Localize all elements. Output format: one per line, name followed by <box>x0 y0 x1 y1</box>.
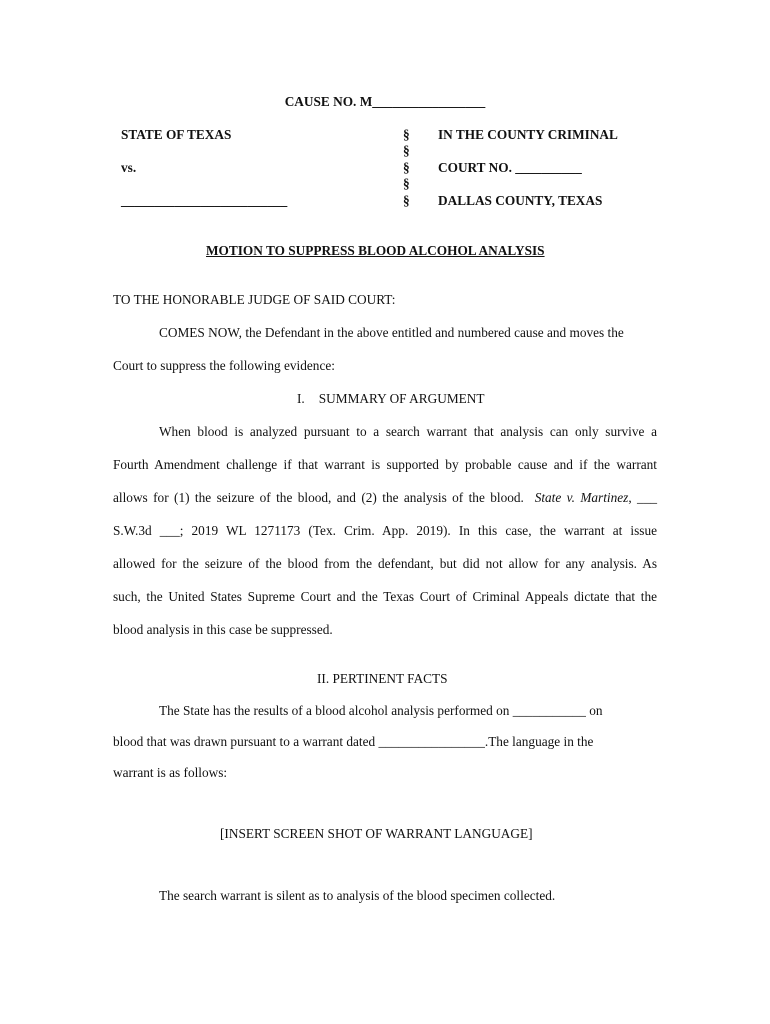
section-mark: § <box>403 143 410 158</box>
court-line-1: IN THE COUNTY CRIMINAL <box>438 127 618 142</box>
facts-line-3: warrant is as follows: <box>113 765 228 780</box>
intro-line-1: COMES NOW, the Defendant in the above entitled and numbered cause and moves the <box>159 325 624 340</box>
body-line: When blood is analyzed pursuant to a search warrant that analysis can only survive a <box>159 424 657 439</box>
citation-post: , ___ <box>628 490 657 505</box>
cause-number <box>0 94 770 110</box>
intro-line-2: Court to suppress the following evidence: <box>113 358 335 373</box>
body-line: allowed for the seizure of the blood from the defendant, but did not allow for any analysis. As <box>113 556 657 571</box>
body-line-citation <box>113 490 657 506</box>
party-state: STATE OF TEXAS <box>121 127 232 142</box>
section-2-heading: II. PERTINENT FACTS <box>317 671 448 686</box>
facts-line-1: The State has the results of a blood alcohol analysis performed on ___________ on <box>159 703 603 718</box>
case-name: State v. Martinez <box>534 490 629 505</box>
party-defendant-blank: _________________________ <box>121 193 288 208</box>
section-mark: § <box>403 176 410 191</box>
body-line: such, the United States Supreme Court and the Texas Court of Criminal Appeals dictate that the <box>113 589 657 604</box>
body-line-last: blood analysis in this case be suppressed. <box>113 622 333 637</box>
motion-title: MOTION TO SUPPRESS BLOOD ALCOHOL ANALYSIS <box>206 243 545 258</box>
court-line-3: DALLAS COUNTY, TEXAS <box>438 193 603 208</box>
section-mark: § <box>403 127 410 142</box>
facts-line-2: blood that was drawn pursuant to a warrant dated ________________.The language in the <box>113 734 594 749</box>
section-mark: § <box>403 193 410 208</box>
body-line: S.W.3d ___; 2019 WL 1271173 (Tex. Crim. App. 2019). In this case, the warrant at issue <box>113 523 657 538</box>
closing-line: The search warrant is silent as to analysis of the blood specimen collected. <box>159 888 556 903</box>
party-vs: vs. <box>121 160 137 175</box>
citation-pre: allows for (1) the seizure of the blood, and (2) the analysis of the blood. <box>113 490 524 505</box>
cause-number-text: CAUSE NO. M_________________ <box>284 94 486 109</box>
section-1-heading <box>297 391 485 407</box>
court-line-2: COURT NO. __________ <box>438 160 582 175</box>
section-1-number: I. <box>297 391 305 406</box>
section-mark: § <box>403 160 410 175</box>
insert-placeholder: [INSERT SCREEN SHOT OF WARRANT LANGUAGE] <box>220 826 533 841</box>
salutation: TO THE HONORABLE JUDGE OF SAID COURT: <box>113 292 396 307</box>
section-1-title: SUMMARY OF ARGUMENT <box>318 391 485 406</box>
body-line: Fourth Amendment challenge if that warrant is supported by probable cause and if the warrant <box>113 457 657 472</box>
